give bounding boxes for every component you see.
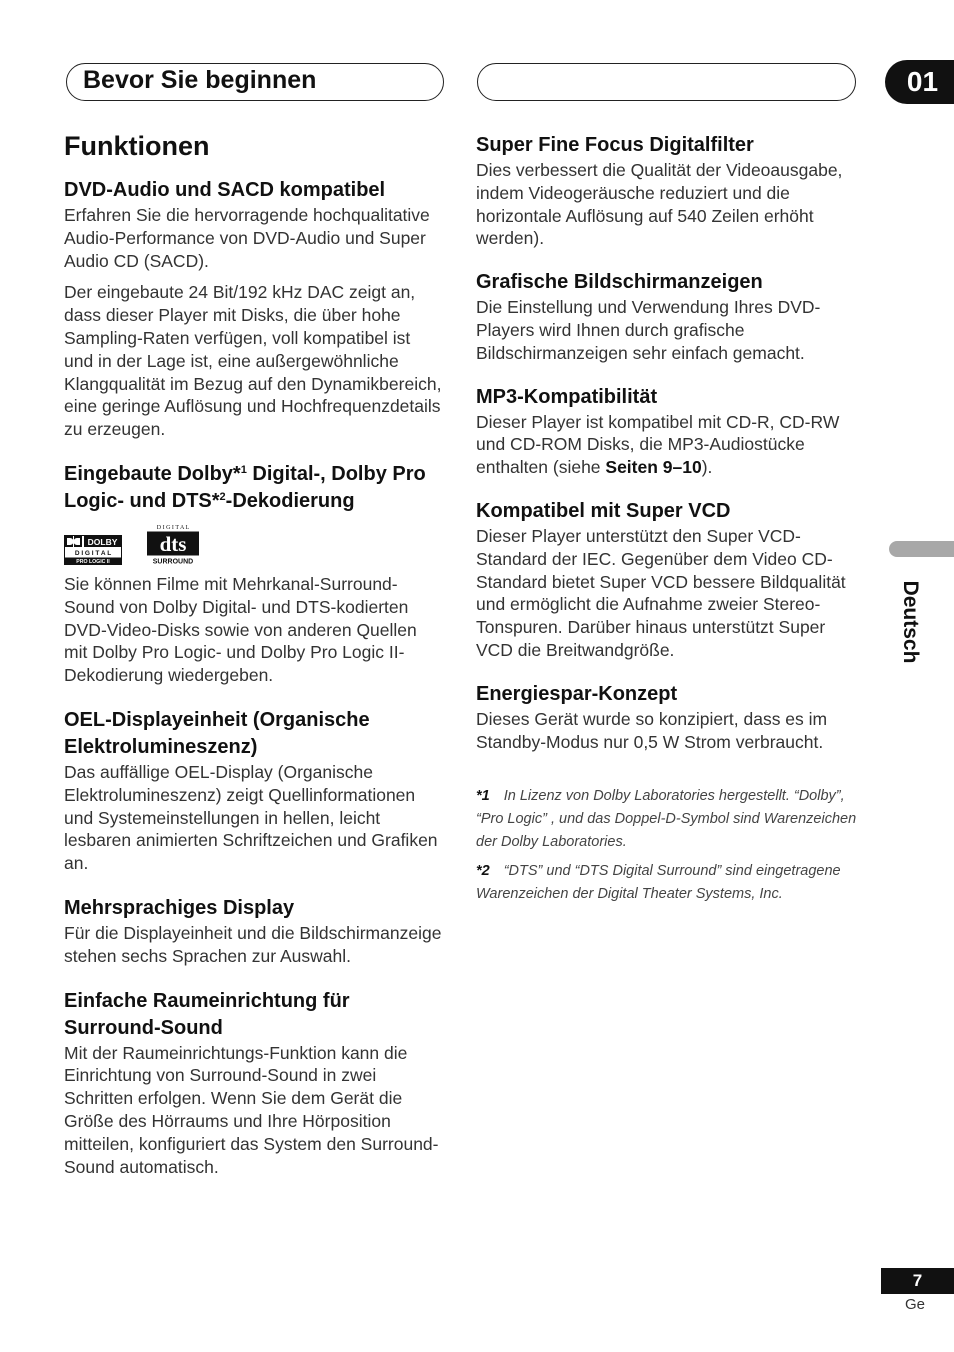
language-label-text: Deutsch [899, 580, 922, 664]
section-heading: DVD-Audio und SACD kompatibel [64, 179, 386, 201]
dolby-logo-line2: D I G I T A L [74, 549, 112, 557]
footnote-text: In Lizenz von Dolby Laboratories hergestellt. “Dolby”, “Pro Logic” , und das Doppel-D-Symbol sind Warenzeichen der Dolby Laboratories. [476, 788, 857, 850]
section-heading: Kompatibel mit Super VCD [476, 499, 731, 522]
section-paragraph: Erfahren Sie die hervorragende hochqualitative Audio-Performance von DVD-Audio und Super Audio CD (SACD). [64, 205, 430, 271]
right-column [476, 126, 860, 905]
page-reference-link[interactable]: Seiten 9–10 [605, 457, 702, 478]
section-heading: Einfache Raumeinrichtung für Surround-Sound [64, 989, 350, 1039]
language-label [896, 572, 924, 672]
dts-logo-top: D I G I T A L [156, 524, 190, 531]
dolby-logo-line3: PRO LOGIC II [76, 558, 110, 565]
section-heading: MP3-Kompatibilität [476, 385, 658, 408]
section-dolby-dts-decoding [64, 461, 444, 687]
section-heading: Grafische Bildschirmanzeigen [476, 271, 763, 294]
section-onscreen-graphics [476, 269, 860, 364]
page-title: Funktionen [64, 131, 210, 161]
header-empty-box [477, 63, 856, 101]
footnote-1 [476, 785, 860, 853]
section-heading [64, 461, 444, 515]
dolby-logo-brand: DOLBY [87, 536, 118, 547]
section-mp3 [476, 384, 860, 479]
dts-logo-brand: dts [159, 531, 187, 556]
left-column [64, 126, 444, 1198]
section-paragraph: Für die Displayeinheit und die Bildschirmanzeige stehen sechs Sprachen zur Auswahl. [64, 922, 442, 966]
section-super-vcd [476, 498, 860, 662]
heading-part: Eingebaute Dolby* [64, 462, 241, 485]
section-heading: OEL-Displayeinheit (Organische Elektrolumineszenz) [64, 708, 370, 758]
header-section-title: Bevor Sie beginnen [83, 66, 317, 94]
page-language-code: Ge [905, 1296, 926, 1313]
footnotes [476, 785, 860, 905]
footnote-mark: *1 [476, 788, 490, 805]
header-section-box [66, 63, 444, 101]
section-oel-display [64, 707, 444, 875]
section-paragraph: Die Einstellung und Verwendung Ihres DVD-Players wird Ihnen durch grafische Bildschirmanzeigen sehr einfach gemacht. [476, 297, 821, 363]
dts-digital-surround-logo [144, 523, 202, 565]
footnote-ref-1: 1 [240, 463, 247, 476]
section-paragraph: Sie können Filme mit Mehrkanal-Surround-Sound von Dolby Digital- und DTS-kodierten DVD-Video-Disks sowie von anderen Quellen mit Dolby Pro Logic- und Dolby Pro Logic II-Dekodierung wiedergeben. [64, 573, 417, 686]
section-paragraph: Dieser Player unterstützt den Super VCD-Standard der IEC. Gegenüber dem Video CD-Standard bietet Super VCD bessere Bildqualität und ermöglicht die Aufnahme zweier Stereo-Tonspuren. Darüber hinaus unterstützt Super VCD die Breitwandgröße. [476, 525, 846, 660]
footnote-2 [476, 860, 860, 906]
section-dvd-audio-sacd [64, 177, 444, 441]
heading-part: Digital-, Dolby Pro Logic- und DTS* [64, 462, 426, 512]
section-heading: Super Fine Focus Digitalfilter [476, 134, 754, 156]
section-paragraph: Das auffällige OEL-Display (Organische Elektrolumineszenz) zeigt Quellinformationen und Systemeinstellungen in hellen, leicht lesbaren animierten Schriftzeichen und Grafiken an. [64, 761, 438, 874]
dolby-digital-logo [64, 535, 122, 565]
heading-part: -Dekodierung [225, 489, 355, 512]
section-heading: Mehrsprachiges Display [64, 896, 295, 919]
paragraph-part: Dieser Player ist kompatibel mit CD-R, CD-RW und CD-ROM Disks, die MP3-Audiostücke enthalten (siehe [476, 411, 840, 478]
dts-logo-bottom: SURROUND [152, 558, 194, 565]
section-paragraph [476, 411, 860, 479]
section-energy-saving [476, 681, 860, 754]
page-number: 7 [881, 1268, 954, 1294]
section-paragraph: Dieses Gerät wurde so konzipiert, dass es im Standby-Modus nur 0,5 W Strom verbraucht. [476, 708, 828, 752]
footnote-text: “DTS” und “DTS Digital Surround” sind eingetragene Warenzeichen der Digital Theater Systems, Inc. [476, 862, 841, 902]
decoder-logos [64, 523, 444, 565]
section-paragraph: Der eingebaute 24 Bit/192 kHz DAC zeigt an, dass dieser Player mit Disks, die über hohe Sampling-Raten verfügen, voll kompatibel ist und in der Lage ist, eine außergewöhnliche Klangqualität im Bezug auf den Dynamikbereich, eine geringe Auflösung und Hochfrequenzdetails zu erzeugen. [64, 282, 442, 440]
chapter-number-badge: 01 [885, 60, 954, 104]
paragraph-part: ). [701, 457, 713, 478]
section-heading: Energiespar-Konzept [476, 682, 678, 705]
language-tab-marker [889, 541, 954, 557]
footnote-mark: *2 [476, 862, 490, 879]
footnote-ref-2: 2 [219, 490, 226, 503]
section-digital-filter [476, 132, 860, 250]
section-paragraph: Dies verbessert die Qualität der Videoausgabe, indem Videogeräusche reduziert und die horizontale Auflösung auf 540 Zeilen erhöht werden). [476, 160, 843, 249]
section-multilingual-display [64, 895, 444, 968]
section-paragraph: Mit der Raumeinrichtungs-Funktion kann die Einrichtung von Surround-Sound in zwei Schritten erfolgen. Wenn Sie dem Gerät die Größe des Hörraums und Ihre Hörposition mitteilen, konfiguriert das System den Surround-Sound automatisch. [64, 1042, 439, 1177]
section-room-setup [64, 988, 444, 1179]
